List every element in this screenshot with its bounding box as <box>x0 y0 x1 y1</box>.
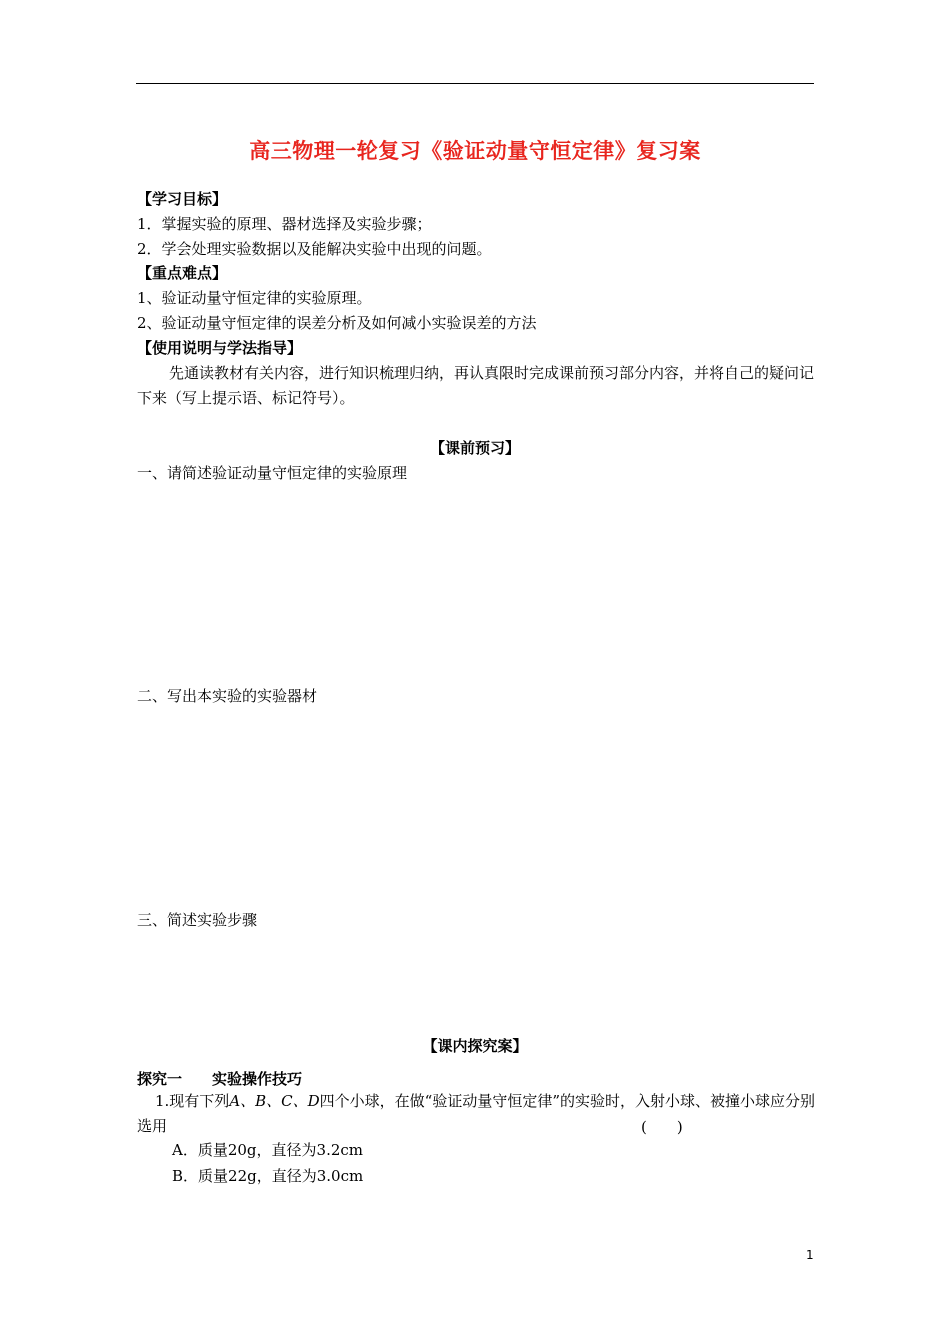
header-rule <box>136 83 814 84</box>
section-1-heading: 探究一 实验操作技巧 <box>137 1070 303 1088</box>
key-point-item-2: 2、验证动量守恒定律的误差分析及如何减小实验误差的方法 <box>137 314 537 332</box>
preview-heading: 【课前预习】 <box>429 439 520 457</box>
key-points-heading: 【重点难点】 <box>137 264 228 282</box>
document-title: 高三物理一轮复习《验证动量守恒定律》复习案 <box>249 139 701 163</box>
objective-item-1: 1．掌握实验的原理、器材选择及实验步骤； <box>137 215 432 233</box>
objective-item-2: 2．学会处理实验数据以及能解决实验中出现的问题。 <box>137 240 492 258</box>
preview-question-1: 一、请简述验证动量守恒定律的实验原理 <box>137 464 408 482</box>
answer-parentheses: ( ) <box>641 1118 683 1136</box>
question-1 <box>137 1089 817 1139</box>
preview-question-2: 二、写出本实验的实验器材 <box>137 687 318 705</box>
key-point-item-1: 1、验证动量守恒定律的实验原理。 <box>137 289 372 307</box>
question-1-letters: A、B、C、D <box>229 1092 320 1110</box>
question-1-prefix: 1.现有下列 <box>155 1092 230 1110</box>
option-b: B．质量22g，直径为3.0cm <box>172 1167 364 1185</box>
page-number: 1 <box>806 1248 814 1262</box>
usage-paragraph: 先通读教材有关内容，进行知识梳理归纳，再认真限时完成课前预习部分内容，并将自己的疑问记下来（写上提示语、标记符号）。 <box>137 364 815 407</box>
option-a: A．质量20g，直径为3.2cm <box>172 1141 364 1159</box>
question-1-text: 四个小球，在做“验证动量守恒定律”的实验时，入射小球、被撞小球应分别选用 <box>137 1092 816 1135</box>
inclass-heading: 【课内探究案】 <box>422 1037 528 1055</box>
preview-question-3: 三、简述实验步骤 <box>137 911 258 929</box>
objectives-heading: 【学习目标】 <box>137 190 228 208</box>
usage-heading: 【使用说明与学法指导】 <box>137 339 303 357</box>
